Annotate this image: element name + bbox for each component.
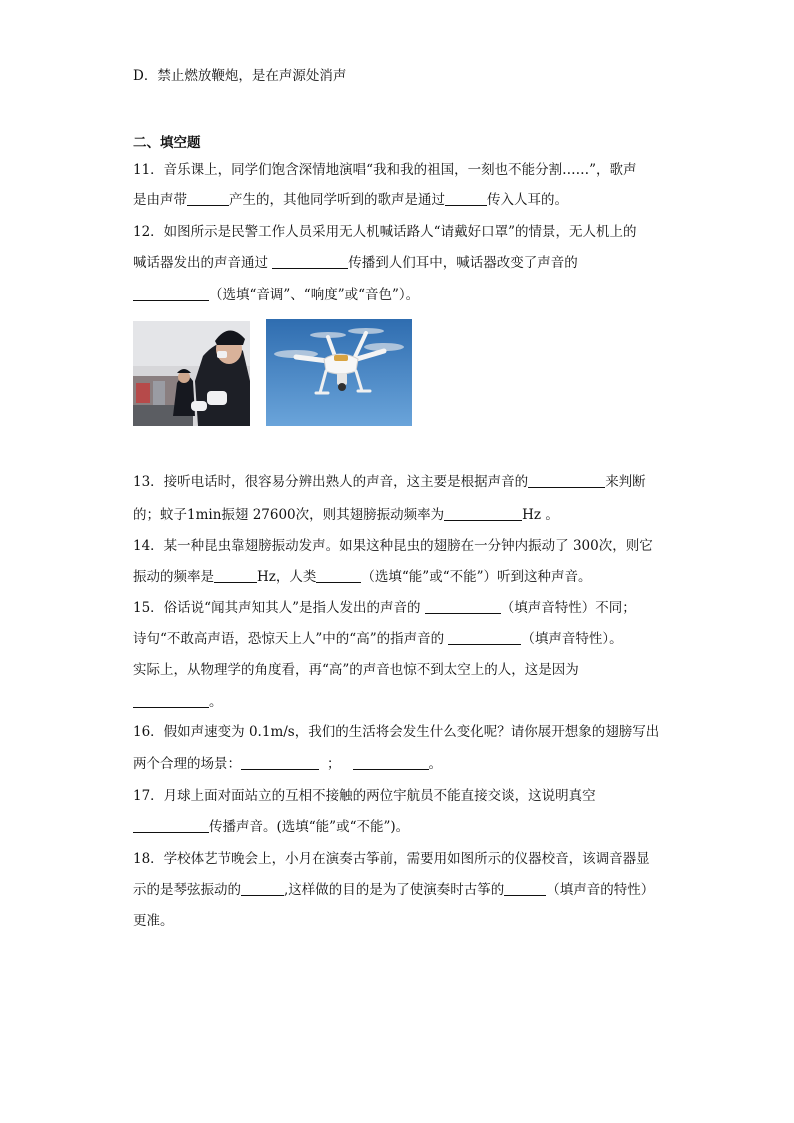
police-photo	[133, 321, 250, 426]
q12-line2	[133, 253, 578, 273]
q15-text-b: （填声音特性）不同；	[500, 600, 636, 616]
q18-text-b: ,这样做的目的是为了使演奏时古筝的	[284, 882, 505, 898]
q16-line2	[133, 754, 442, 774]
q14-blank-1[interactable]	[214, 568, 257, 583]
q15-text-e: 。	[209, 694, 223, 710]
q12-blank-1[interactable]	[272, 254, 348, 269]
q11-line2	[133, 190, 568, 210]
q15-blank-1[interactable]	[425, 599, 501, 614]
q15-line2	[133, 629, 623, 649]
q15-text-c: 诗句“不敢高声语，恐惊天上人”中的“高”的指声音的	[133, 631, 449, 647]
q12-blank-2[interactable]	[133, 286, 209, 301]
q16-blank-1[interactable]	[241, 755, 319, 770]
q14-line1: 14．某一种昆虫靠翅膀振动发声。如果这种昆虫的翅膀在一分钟内振动了 300次，则它	[133, 538, 653, 554]
q18-text-c: （填声音的特性）	[546, 882, 655, 898]
q16-blank-2[interactable]	[353, 755, 429, 770]
q13-text-c: 的；蚊子1min振翅 27600次，则其翅膀振动频率为	[133, 507, 445, 523]
q18-blank-2[interactable]	[504, 881, 546, 896]
q13-text-d: Hz 。	[522, 507, 559, 523]
q15-line3: 实际上，从物理学的角度看，再“高”的声音也惊不到太空上的人，这是因为	[133, 662, 579, 678]
q13-text-a: 13．接听电话时，很容易分辨出熟人的声音，这主要是根据声音的	[133, 474, 529, 490]
section-title: 二、填空题	[133, 135, 201, 151]
q13-line1	[133, 472, 646, 492]
q17-line1: 17．月球上面对面站立的互相不接触的两位宇航员不能直接交谈，这说明真空	[133, 788, 596, 804]
q14-line2	[133, 567, 592, 587]
q15-line4	[133, 692, 223, 712]
drone-photo-image	[266, 319, 412, 426]
q17-text-b: 传播声音。(选填“能”或“不能”)。	[209, 819, 410, 835]
q16-text-b: ；	[327, 756, 341, 772]
q15-blank-2[interactable]	[448, 630, 521, 645]
q14-text-c: （选填“能”或“不能”）听到这种声音。	[361, 569, 592, 585]
q16-line1: 16．假如声速变为 0.1m/s，我们的生活将会发生什么变化呢？请你展开想象的翅膀写出	[133, 724, 660, 740]
q13-text-b: 来判断	[605, 474, 646, 490]
police-photo-image	[133, 321, 250, 426]
q12-text-b: 传播到人们耳中，喊话器改变了声音的	[348, 255, 578, 271]
q16-text-c: 。	[428, 756, 442, 772]
q11-line1: 11．音乐课上，同学们饱含深情地演唱“我和我的祖国，一刻也不能分割……”，歌声	[133, 162, 637, 178]
q13-blank-2[interactable]	[444, 506, 522, 521]
q11-blank-2[interactable]	[445, 191, 487, 206]
q18-text-a: 示的是琴弦振动的	[133, 882, 241, 898]
q11-blank-1[interactable]	[187, 191, 229, 206]
q18-blank-1[interactable]	[241, 881, 284, 896]
q15-blank-3[interactable]	[133, 693, 209, 708]
q12-text-c: （选填“音调”、“响度”或“音色”）。	[209, 287, 420, 303]
q17-blank-1[interactable]	[133, 818, 209, 833]
q15-text-a: 15．俗话说“闻其声知其人”是指人发出的声音的	[133, 600, 425, 616]
q11-text-a: 是由声带	[133, 192, 187, 208]
q14-text-b: Hz，人类	[257, 569, 317, 585]
q12-text-a: 喊话器发出的声音通过	[133, 255, 273, 271]
q11-text-c: 传入人耳的。	[487, 192, 568, 208]
q18-line2	[133, 880, 654, 900]
q18-line3: 更准。	[133, 913, 174, 929]
q14-text-a: 振动的频率是	[133, 569, 214, 585]
q15-text-d: （填声音特性）。	[521, 631, 623, 647]
q16-text-a: 两个合理的场景：	[133, 756, 241, 772]
q11-text-b: 产生的，其他同学听到的歌声是通过	[229, 192, 445, 208]
drone-photo	[266, 319, 412, 426]
q17-line2	[133, 817, 409, 837]
q18-line1: 18．学校体艺节晚会上，小月在演奏古筝前，需要用如图所示的仪器校音，该调音器显	[133, 851, 650, 867]
q12-line3	[133, 285, 419, 305]
q14-blank-2[interactable]	[316, 568, 361, 583]
q13-blank-1[interactable]	[528, 473, 605, 488]
q12-line1: 12．如图所示是民警工作人员采用无人机喊话路人“请戴好口罩”的情景，无人机上的	[133, 224, 637, 240]
q10-option-d: D．禁止燃放鞭炮，是在声源处消声	[133, 68, 347, 84]
q15-line1	[133, 598, 636, 618]
q13-line2	[133, 505, 559, 525]
